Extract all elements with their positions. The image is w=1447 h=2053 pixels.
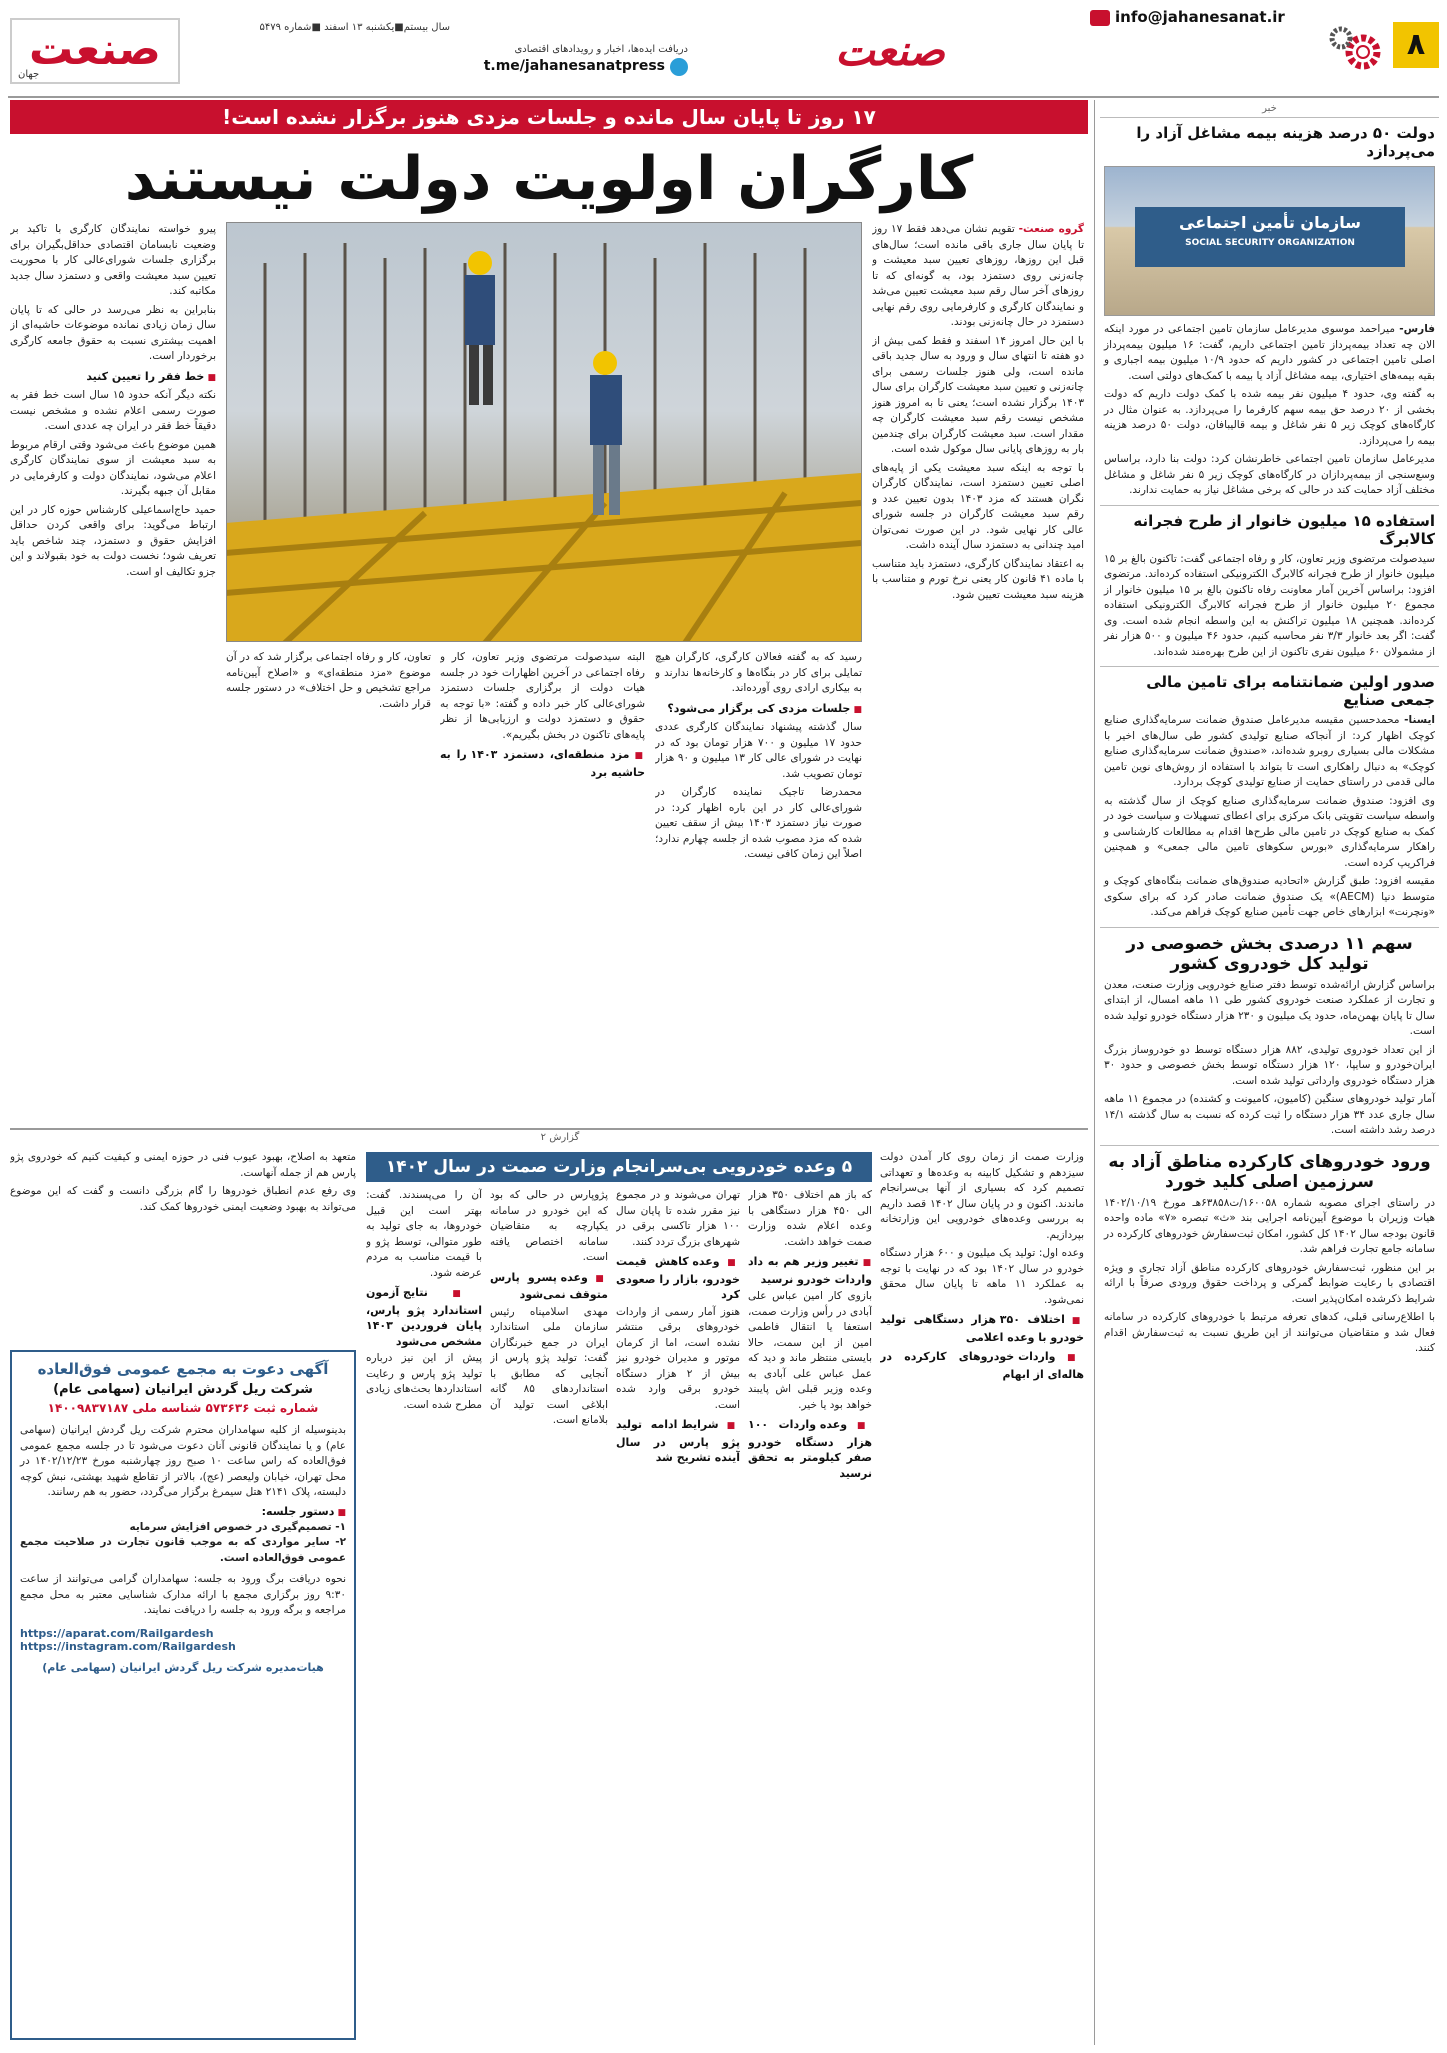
subheading: ■ مزد منطقه‌ای، دستمزد ۱۴۰۳ را به حاشیه برد bbox=[440, 747, 645, 780]
para: در راستای اجرای مصوبه شماره ۱۶۰۰۵۸/ت۶۳۸۵۸هـ مورخ ۱۴۰۲/۱۰/۱۹ هیات وزیران با موضوع آیین‌نامه اجرایی بند «ث» تبصره «۷» ماده واحده قانون بودجه سال ۱۴۰۲ کل کشور، امکان ثبت‌سفارش خودروهای کارکرده در سامانه جامع تجارت فراهم شد. bbox=[1104, 1196, 1435, 1255]
sidebar-item-body bbox=[1104, 322, 1435, 499]
para: میراحمد موسوی مدیرعامل سازمان تامین اجتماعی در مورد اینکه الان چه تعداد بیمه‌پرداز تامین اجتماعی داریم، گفت: ۱۶ میلیون بیمه‌پرداز اصلی تامین اجتماعی در کشور داریم که حدود ۱۰/۹ میلیون بیمه اجباری و بقیه بیمه‌های اختیاری، بیمه مشاغل آزاد یا بیمه با کمک‌های دولتی است. bbox=[1104, 323, 1435, 382]
sidebar-item-title: صدور اولین ضمانتنامه برای تامین مالی جمعی صنایع bbox=[1146, 673, 1435, 709]
main-col-right bbox=[872, 222, 1084, 1122]
assembly-ad bbox=[10, 1350, 356, 2040]
main-col-left-2 bbox=[226, 650, 431, 1120]
page-header bbox=[0, 0, 1447, 100]
para: که باز هم اختلاف ۳۵۰ هزار الی ۴۵۰ هزار دستگاهی با وعده اعلام شده وزارت صمت خواهد داشت. bbox=[748, 1189, 872, 1248]
ad-note: نحوه دریافت برگ ورود به جلسه: سهامداران گرامی می‌توانند از ساعت ۹:۳۰ روز برگزاری مجمع با ارائه مدارک شناسایی معتبر به محل مجمع مراجعه و برگه ورود به جلسه را دریافت نمایند. bbox=[20, 1573, 346, 1616]
ad-body: بدینوسیله از کلیه سهامداران محترم شرکت ریل گردش ایرانیان (سهامی عام) و یا نمایندگان قانونی آنان دعوت می‌شود تا در جلسه مجمع عمومی فوق‌العاده که راس ساعت ۱۰ صبح روز چهارشنبه مورخ ۱۴۰۲/۱۲/۲۳ در محل تهران، خیابان ولیعصر (عج)، بالاتر از تقاطع شهید بهشتی، نبش کوچه دلبسته، پلاک ۲۱۴۱ هتل سیمرغ برگزار می‌گردد، حضور به هم رسانند. bbox=[20, 1424, 346, 1498]
para: نکته دیگر آنکه حدود ۱۵ سال است خط فقر به صورت رسمی اعلام نشده و مشخص نیست دقیقاً خط فقر در ایران چه عددی است. bbox=[10, 389, 216, 432]
subheading: ■ تغییر وزیر هم به داد واردات خودرو نرسید bbox=[748, 1254, 872, 1287]
subheading: ■ اختلاف ۳۵۰ هزار دستگاهی تولید خودرو با وعده اعلامی bbox=[880, 1312, 1084, 1345]
construction-photo bbox=[226, 222, 862, 642]
sidebar-item-body bbox=[1104, 1196, 1435, 1357]
para: محمدرضا تاجیک نماینده کارگران در شورای‌عالی کار در این باره اظهار کرد: در صورت نیاز دستمزد ۱۴۰۳ بیش از سقف تعیین شده که مزد مصوب شده از جلسه چهارم ندارد؛ اصلاً این زمان کافی نیست. bbox=[655, 786, 862, 860]
para: وعده اول: تولید یک میلیون و ۶۰۰ هزار دستگاه خودرو در سال ۱۴۰۲ بود که در نهایت با توجه به عملکرد ۱۱ ماهه تا پایان سال محقق نمی‌شود. bbox=[880, 1247, 1084, 1306]
subheading: ■ واردات خودروهای کارکرده در هاله‌ای از ابهام bbox=[880, 1349, 1084, 1382]
ad-agenda-title: ■ دستور جلسه: bbox=[20, 1505, 346, 1518]
ad-reg: شماره ثبت ۵۷۳۶۳۶ شناسه ملی ۱۴۰۰۹۸۳۷۱۸۷ bbox=[47, 1401, 319, 1415]
para: پژوپارس در حالی که بود که این خودرو در سامانه یکپارچه به متقاضیان سامانه اختصاص یافته است. bbox=[490, 1189, 608, 1263]
source-label: فارس- bbox=[1399, 323, 1436, 335]
para: از این تعداد خودروی تولیدی، ۸۸۲ هزار دستگاه توسط دو خودروساز بزرگ ایران‌خودرو و سایپا، ۱۲۰ هزار دستگاه توسط بخش خصوصی و حدود ۳۰ هزار دستگاه خودروی وارداتی تولید شده است. bbox=[1104, 1043, 1436, 1087]
para: مهدی اسلامپناه رئیس سازمان ملی استاندارد ایران در جمع خبرنگاران گفت: تولید پژو پارس از آنجایی که مطابق با استانداردهای ۸۵ گانه ابلاغی است تولید آن بلامانع است. bbox=[490, 1305, 608, 1426]
para: رسید که به گفته فعالان کارگری، کارگران هیچ تمایلی برای کار در بنگاه‌ها و کارخانه‌ها ندارند و به بیکاری ارادی روی آورده‌اند. bbox=[655, 651, 862, 694]
auto-col-5 bbox=[366, 1188, 482, 2040]
main-col-middle bbox=[655, 650, 862, 1120]
section-divider bbox=[10, 1128, 1088, 1130]
ad-link[interactable]: https://aparat.com/Railgardesh bbox=[20, 1626, 214, 1640]
para: البته سیدصولت مرتضوی وزیر تعاون، کار و رفاه اجتماعی در آخرین اظهارات خود در جلسه هیات دولت از برگزاری جلسات دستمزد شورای‌عالی کار خبر داده و گفته: «با توجه به حقوق و دستمزد دولت و ارزیابی‌ها از نظر پایه‌های تاکنون در بخش بگیریم». bbox=[440, 651, 645, 741]
para: پیرو خواسته نمایندگان کارگری با تاکید بر وضعیت نابسامان اقتصادی حداقل‌بگیران برای برگزاری جلسات شورای‌عالی کار با محوریت تعیین سبد معیشت واقعی و دستمزد سال جدید مکاتبه کند. bbox=[10, 223, 216, 297]
subheading: ■ وعده کاهش قیمت خودرو، بازار را صعودی کرد bbox=[616, 1254, 740, 1303]
news-sidebar bbox=[1100, 100, 1439, 2045]
para: بنابراین به نظر می‌رسد در حالی که تا پایان سال زمان زیادی نمانده موضوعات حاشیه‌ای از اهمیت بیشتری نسبت به حقوق جامعه کارگری برخوردار است. bbox=[10, 303, 216, 362]
para: پیش از این نیز درباره تولید پژو پارس و رعایت استانداردها بحث‌های زیادی مطرح شده است. bbox=[366, 1352, 482, 1411]
subheading: ■ وعده واردات ۱۰۰ هزار دستگاه خودرو صفر کیلومتر به تحقق نرسید bbox=[748, 1417, 872, 1481]
auto-col-2 bbox=[748, 1150, 872, 2040]
para: متعهد به اصلاح، بهبود عیوب فنی در حوزه ایمنی و کیفیت کنیم که خودروی پژو پارس هم از جمله آنهاست. bbox=[10, 1151, 356, 1179]
sidebar-item-body: سیدصولت مرتضوی وزیر تعاون، کار و رفاه اجتماعی گفت: تاکنون بالغ بر ۱۵ میلیون خانوار از طرح فجرانه کالابرگ الکترونیکی استفاده کرده‌اند. مرتضوی افزود: براساس آخرین آمار معاونت رفاه تاکنون بالغ بر ۱۵ میلیون خانوار از مجموع ۲۰ میلیون خانوار از طرح فجرانه کالابرگ الکترونیکی استفاده کرده‌اند. همچنین ۱۸ میلیون تراکنش به این واسطه انجام شده است. وی گفت: اگر بعد خانوار ۳/۳ نفر محاسبه کنیم، حدود ۴۶ میلیون و ۵۰۰ هزار نفر از مشمولان ۶۰ میلیون نفری تاکنون از این طرح بهره‌مند شده‌اند. bbox=[1104, 552, 1436, 658]
newspaper-logo bbox=[10, 18, 180, 84]
para: به اعتقاد نمایندگان کارگری، دستمزد باید متناسب با ماده ۴۱ قانون کار یعنی نرخ تورم و متناسب با هزینه سبد معیشت تعیین شود. bbox=[872, 557, 1084, 601]
main-headline: کارگران اولویت دولت نیستند bbox=[124, 144, 974, 214]
lead-group: گروه صنعت- bbox=[1018, 223, 1084, 235]
para: به گفته وی، حدود ۴ میلیون نفر بیمه شده با کمک دولت داریم که دولت بخشی از ۲۰ درصد حق بیمه سهم کارفرما را می‌پردازد. به عنوان مثال در کارگاه‌های کوچک زیر ۵ نفر شاغل و بیمه قالیبافان، دولت ۵۰ درصد هزینه بیمه را می‌پردازد. bbox=[1104, 388, 1435, 447]
source-label: ایسنا- bbox=[1404, 714, 1435, 726]
auto-col-4 bbox=[490, 1188, 608, 2040]
main-col-far-left bbox=[10, 222, 216, 1122]
sidebar-divider bbox=[1094, 100, 1095, 2045]
para: حمید حاج‌اسماعیلی کارشناس حوزه کار در این ارتباط می‌گوید: برای واقعی کردن حداقل افزایش حقوق و دستمزد، چند شاخص باید تعریف شود؛ نخست دولت به خود بقبولاند و این جزو تکالیف او است. bbox=[10, 503, 216, 578]
ad-title: آگهی دعوت به مجمع عمومی فوق‌العاده bbox=[37, 1360, 329, 1378]
subheading: ■ نتایج آزمون استاندارد پژو پارس، پایان فروردین ۱۴۰۳ مشخص می‌شود bbox=[366, 1285, 482, 1349]
main-banner: ۱۷ روز تا پایان سال مانده و جلسات مزدی هنوز برگزار نشده است! bbox=[10, 100, 1088, 134]
sidebar-item-body bbox=[1104, 713, 1435, 921]
auto-col-1 bbox=[880, 1150, 1084, 2040]
para: همین موضوع باعث می‌شود وقتی ارقام مربوط به سبد معیشت از سوی نمایندگان کارگری اعلام می‌شود، نمایندگان دولت و کارفرمایی در مقابل آن جبهه بگیرند. bbox=[10, 438, 216, 497]
ad-agenda-item: ۲- سایر مواردی که به موجب قانون تجارت در صلاحیت مجمع عمومی فوق‌العاده است. bbox=[20, 1536, 346, 1564]
section-title: صنعت bbox=[835, 26, 945, 75]
sign-text-fa: سازمان تأمین اجتماعی bbox=[1179, 213, 1361, 232]
ad-signature: هیات‌مدیره شرکت ریل گردش ایرانیان (سهامی عام) bbox=[42, 1660, 324, 1674]
sidebar-item-2 bbox=[1100, 505, 1439, 661]
photo-illustration bbox=[226, 223, 861, 642]
para: با اطلاع‌رسانی قبلی، کدهای تعرفه مرتبط با خودروهای کارکرده در سامانه فعال شد و متقاضیان می‌توانند از این طریق نسبت به ثبت‌سفارش اقدام کنند. bbox=[1104, 1311, 1435, 1354]
sidebar-item-title: استفاده ۱۵ میلیون خانوار از طرح فجرانه کالابرگ bbox=[1133, 511, 1435, 548]
auto-title-bar: ۵ وعده خودرویی بی‌سرانجام وزارت صمت در سال ۱۴۰۲ bbox=[366, 1152, 872, 1182]
email-icon bbox=[1090, 10, 1110, 26]
para: تقویم نشان می‌دهد فقط ۱۷ روز تا پایان سال جاری باقی مانده است؛ سال‌های قبل این روزها، روزهای تعیین سبد معیشت و چانه‌زنی روی دستمزد بود، به گونه‌ای که تا روزهای آخر سال رقم سبد معیشت تعیین می‌شد و نمایندگان کارگری و کارفرمایی روی رقم نهایی دستمزد در حال چانه‌زنی بودند. bbox=[872, 223, 1084, 328]
para: بازوی کار امین عباس علی آبادی در رأس وزارت صمت، استعفا یا انتقال فاطمی امین از این سمت، حالا بایستی منتظر ماند و دید که عمل عباس علی آبادی به وعده وزیر قبلی اش پایبند خواهد بود یا خیر. bbox=[748, 1290, 872, 1411]
para: هنوز آمار رسمی از واردات خودروهای برقی منتشر نشده است، اما از کرمان موتور و مدیران خودرو نیز بیش از ۲ هزار دستگاه خودرو برقی وارد شده است. bbox=[616, 1305, 740, 1411]
para: وی رفع عدم انطباق خودروها را گام بزرگی دانست و گفت که این موضوع می‌تواند به بهبود وضعیت ایمنی خودروها کمک کند. bbox=[10, 1185, 356, 1213]
gear-icon bbox=[1327, 20, 1387, 74]
sidebar-item-3 bbox=[1100, 666, 1439, 921]
para: تعاون، کار و رفاه اجتماعی برگزار شد که در آن موضوع «مزد منطقه‌ای» و «اصلاح آیین‌نامه مراجع تشخیص و حل اختلاف» در دستور جلسه قرار داشت. bbox=[226, 651, 431, 710]
sidebar-label: خبر bbox=[1100, 100, 1439, 118]
logo-sub: جهان bbox=[18, 69, 40, 80]
para: وی افزود: صندوق ضمانت سرمایه‌گذاری صنایع کوچک از سال گذشته به واسطه سیاست تقویتی بانک مرکزی برای اعطای تسهیلات و سیاست خود در کمک به صنایع کوچک در تامین مالی طرح‌ها اقدام به مطالعات کارشناسی و راهکار سرمایه‌گذاری «بورس سکوهای تامین مالی جمعی» و همچنین فراکریپ کرده است. bbox=[1104, 794, 1435, 869]
ad-agenda-item: ۱- تصمیم‌گیری در خصوص افزایش سرمایه bbox=[129, 1520, 346, 1533]
sidebar-item-5 bbox=[1100, 1145, 1439, 1357]
auto-col-3 bbox=[616, 1188, 740, 2040]
header-rule bbox=[8, 96, 1439, 98]
main-col-left bbox=[440, 650, 645, 1120]
ad-link[interactable]: https://instagram.com/Railgardesh bbox=[20, 1639, 236, 1653]
para: آمار تولید خودروهای سنگین (کامیون، کامیونت و کشنده) در مجموع ۱۱ ماهه سال جاری عدد ۳۴ هزار دستگاه را ثبت کرده که نسبت به سال گذشته ۱۴/۱ درصد رشد داشته است. bbox=[1104, 1093, 1435, 1136]
subheading: ■ وعده پسرو پارس متوقف نمی‌شود bbox=[490, 1270, 608, 1303]
para: آن را می‌پسندند. گفت: بهتر است این قبیل خودروها، به جای تولید به طور متوالی، توسط پژو و با قیمت مناسب به مردم عرضه شود. bbox=[366, 1189, 482, 1279]
auto-col-6 bbox=[10, 1150, 356, 1340]
sidebar-item-body bbox=[1104, 978, 1435, 1139]
para: براساس گزارش ارائه‌شده توسط دفتر صنایع خودرویی وزارت صنعت، معدن و تجارت از عملکرد صنعت خودروی کشور طی ۱۱ ماهه امسال، از ابتدای سال تا پایان بهمن‌ماه، حدود یک میلیون و ۲۳۰ هزار دستگاه خودرو تولید شده است. bbox=[1104, 978, 1436, 1037]
sign-text-en: SOCIAL SECURITY ORGANIZATION bbox=[1185, 238, 1355, 248]
report-label: گزارش ۲ bbox=[540, 1132, 580, 1143]
subheading: ■ جلسات مزدی کی برگزار می‌شود؟ bbox=[655, 701, 862, 719]
sidebar-item-title: سهم ۱۱ درصدی بخش خصوصی در تولید کل خودروی کشور bbox=[1126, 933, 1413, 974]
para: تهران می‌شوند و در مجموع نیز مقرر شده تا پایان سال ۱۰۰ هزار تاکسی برقی در شهرهای بزرگ تردد کنند. bbox=[616, 1189, 740, 1248]
page-number: ۸ bbox=[1393, 22, 1439, 68]
telegram-caption: دریافت ایده‌ها، اخبار و رویدادهای اقتصادی bbox=[514, 44, 688, 55]
telegram-icon bbox=[670, 58, 688, 76]
subheading: ■ خط فقر را تعیین کنید bbox=[10, 369, 216, 387]
subheading: ■ شرایط ادامه تولید پژو پارس در سال آینده تشریح شد bbox=[616, 1417, 740, 1466]
para: با این حال امروز ۱۴ اسفند و فقط کمی بیش از دو هفته تا انتهای سال و ورود به سال جدید باقی مانده است، ولی هنوز جلسات رسمی برای چانه‌زنی و تعیین سبد معیشت کارگران برای سال ۱۴۰۳ برگزار نشده است؛ یعنی تا به امروز هنوز مشخص نیست رقم سبد معیشت کارگران چه مقدار است. سبد معیشت کارگران برای چندمین بار به روزهای پایانی سال موکول شده است. bbox=[872, 334, 1084, 455]
para: مدیرعامل سازمان تامین اجتماعی خاطرنشان کرد: دولت بنا دارد، براساس وسع‌سنجی از بیمه‌پردازان در کارگاه‌های کوچک زیر ۵ نفر شاغل و مشاغل مختلف آزاد حمایت کند در حالی که برخی مشاغل نیاز به حمایت ندارند. bbox=[1104, 453, 1435, 496]
para: با توجه به اینکه سبد معیشت یکی از پایه‌های اصلی تعیین دستمزد است، نمایندگان کارگران نگران هستند که مزد ۱۴۰۳ بدون تعیین عدد و رقم سبد معیشت کارگران در جلسه شورای عالی کار نهایی شود. در این صورت نمی‌توان امید چندانی به دستمزد سال آینده داشت. bbox=[872, 461, 1084, 551]
sidebar-item-title: ورود خودروهای کارکرده مناطق آزاد به سرزمین اصلی کلید خورد bbox=[1108, 1151, 1431, 1192]
photo-sign bbox=[1135, 207, 1405, 267]
sidebar-item-4 bbox=[1100, 927, 1439, 1139]
para: سال گذشته پیشنهاد نمایندگان کارگری عددی حدود ۱۷ میلیون و ۷۰۰ هزار تومان بود که در نهایت در شورای عالی کار ۱۳ میلیون و ۹۰ هزار تومان تصویب شد. bbox=[655, 721, 862, 780]
ad-company: شرکت ریل گردش ایرانیان (سهامی عام) bbox=[53, 1382, 313, 1397]
sidebar-item-1 bbox=[1100, 118, 1439, 499]
header-email[interactable]: info@jahanesanat.ir bbox=[1115, 8, 1285, 26]
para: بر این منظور، ثبت‌سفارش خودروهای کارکرده مناطق آزاد تجاری و ویژه اقتصادی با رعایت ضوابط گمرکی و پرداخت حقوق ورودی صرفاً با ارائه شرایط ذکرشده امکان‌پذیر است. bbox=[1104, 1261, 1435, 1305]
office-photo bbox=[1104, 166, 1435, 316]
para: محمدحسین مقیسه مدیرعامل صندوق ضمانت سرمایه‌گذاری صنایع کوچک اظهار کرد: از آنجاکه صنایع تولیدی کشور طی سال‌های اخیر با مشکلات مالی بسیاری روبرو شده‌اند، «صندوق ضمانت سرمایه‌گذاری صنایع کوچک» به دنبال راهکاری است تا بتواند با استفاده از روش‌های نوین تامین مالی قدمی در راستای حمایت از صنایع تولیدی کوچک بردارد. bbox=[1104, 714, 1435, 788]
sidebar-item-title: دولت ۵۰ درصد هزینه بیمه مشاغل آزاد را می‌پردازد bbox=[1136, 124, 1435, 160]
para: مقیسه افزود: طبق گزارش «اتحادیه صندوق‌های ضمانت بنگاه‌های کوچک و متوسط دنیا (AECM)» یک صندوق ضمانت صادر کرد که برای سکوی «ونچرنت» ابزارهای خاص جهت تأمین صنایع کوچک فراهم می‌کند. bbox=[1104, 875, 1435, 918]
para: وزارت صمت از زمان روی کار آمدن دولت سیزدهم و تشکیل کابینه به وعده‌ها و تعهداتی تصمیم کرد که بسیاری از آنها بی‌سرانجام ماندند. اکنون و در پایان سال ۱۴۰۲ قصد داریم به بررسی وعده‌های خودرویی این وزارتخانه بپردازیم. bbox=[880, 1151, 1084, 1241]
issue-info: سال بیستم■یکشنبه ۱۳ اسفند ■شماره ۵۴۷۹ bbox=[259, 22, 450, 33]
logo-text: صنعت bbox=[29, 24, 161, 75]
telegram-handle[interactable]: t.me/jahanesanatpress bbox=[483, 58, 665, 74]
